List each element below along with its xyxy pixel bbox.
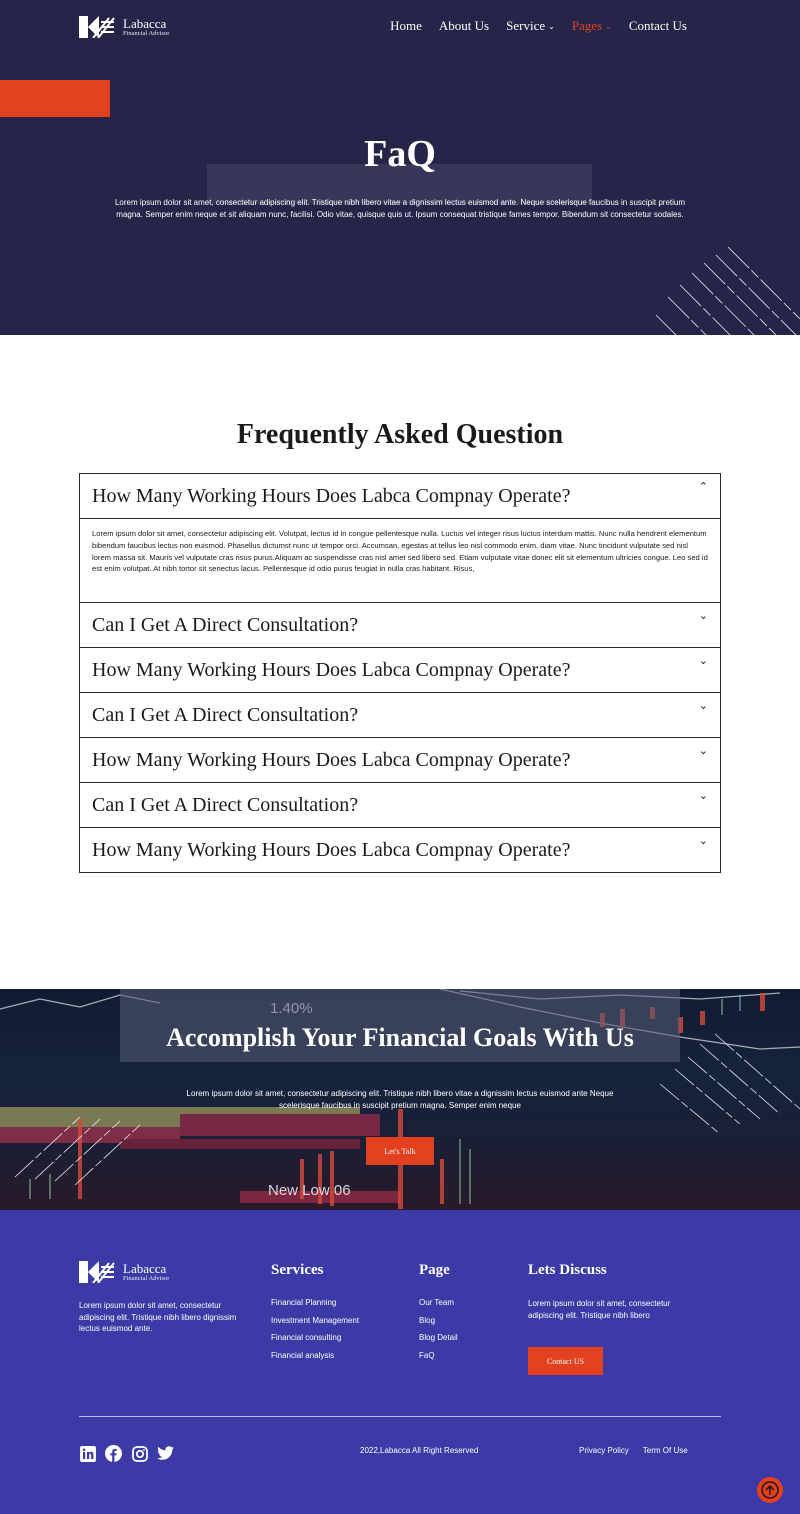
chevron-down-icon[interactable]: ⌄ [698,610,708,622]
footer-logo[interactable] [79,1261,169,1283]
chevron-down-icon[interactable]: ⌄ [698,655,708,667]
footer-link[interactable]: Financial analysis [271,1350,335,1360]
contact-us-button[interactable]: Contact US [528,1347,603,1375]
lets-talk-button[interactable]: Let's Talk [366,1137,434,1165]
nav-home-label: Home [390,18,422,33]
faq-question[interactable]: Can I Get A Direct Consultation? [92,613,359,636]
faq-question[interactable]: Can I Get A Direct Consultation? [92,703,359,726]
logo-mark-icon [79,1261,115,1283]
nav-pages-label: Pages [571,18,603,33]
legal-links [579,1446,688,1455]
faq-heading: Frequently Asked Question [236,419,564,450]
linkedin-icon[interactable] [79,1445,96,1462]
footer-link[interactable]: FaQ [419,1350,435,1360]
chevron-down-icon: ⌄ [605,21,612,31]
footer-link[interactable]: Investment Management [271,1315,360,1325]
hero-stripes-decoration [650,245,800,335]
nav-about-label: About Us [438,18,490,33]
faq-question[interactable]: Can I Get A Direct Consultation? [92,793,359,816]
chevron-down-icon: ⌄ [548,21,555,31]
chevron-down-icon[interactable]: ⌄ [698,790,708,802]
brand-name: Labacca [123,15,167,31]
cta-title: Accomplish Your Financial Goals With Us [166,1023,634,1052]
faq-item[interactable] [80,783,720,828]
footer-link[interactable]: Blog [419,1315,436,1325]
nav-about[interactable] [439,18,489,34]
footer-link[interactable]: Financial consulting [271,1333,342,1342]
faq-item[interactable] [80,828,720,872]
copyright-text: 2022,Labacca All Right Reserved [360,1446,479,1455]
hero-accent-block [0,80,110,117]
footer-services-list [271,1298,359,1368]
logo-mark-icon [79,16,115,38]
footer [0,1210,800,1514]
chevron-down-icon[interactable]: ⌄ [698,835,708,847]
nav-contact[interactable] [629,18,687,34]
nav-service-label: Service [506,18,546,33]
footer-services-title: Services [271,1262,324,1278]
privacy-policy-link[interactable]: Privacy Policy [579,1446,629,1455]
footer-discuss-text: Lorem ipsum dolor sit amet, consectetur adipiscing elit. Tristique nibh libero [528,1299,671,1320]
footer-divider [79,1416,721,1417]
faq-item[interactable] [80,738,720,783]
cta-section [0,989,800,1210]
footer-link[interactable]: Blog Detail [419,1333,458,1342]
footer-page-list [419,1298,458,1368]
faq-answer: Lorem ipsum dolor sit amet, consectetur adipiscing elit. Volutpat, lectus id in congue pellentesque nulla. Luctus vel integer risus luctus interdum mattis. Nunc nulla hendrerit elementum bibendum faucibus lectus non euismod. Phasellus dictumst nunc ut tempor orci. Accumsan, egestas at tellus leo nisl commodo enim, diam vitae. Nunc tincidunt vulputate sed nisl lorem massa sit. Mauris vel vulputate cras risus purus.Aliquam ac suspendisse cras nisl amet sed libero sed. Etiam vulputate vitae donec elit sit elementum ultricies congue. Leo sed id est enim volutpat. At nibh tortor sit senectus lacus. Pellentesque id odio purus feugiat in nulla cras habitant. Risus, [80,518,720,602]
header-logo[interactable] [79,16,169,38]
arrow-up-circle-icon [761,1481,779,1499]
page-title: FaQ [364,133,436,175]
faq-question[interactable]: How Many Working Hours Does Labca Compnay Operate? [92,748,571,771]
nav-service[interactable] [506,18,555,34]
faq-question[interactable]: How Many Working Hours Does Labca Compnay Operate? [92,838,571,861]
footer-page-title: Page [419,1262,450,1278]
footer-link[interactable]: Financial Planning [271,1298,337,1307]
brand-tagline: Financial Advisor [123,1274,170,1282]
hero-section [0,0,800,335]
footer-discuss-title: Lets Discuss [528,1262,607,1278]
hero-description: Lorem ipsum dolor sit amet, consectetur adipiscing elit. Tristique nibh libero vitae a dignissim lectus euismod ante. Neque scelerisque faucibus in suscipit pretium magna. Semper enim neque et sit aliquam nunc, facilisi. Odio vitae, quisque quis ut. Ipsum consequat tristique fames tempor. Bibendum sit consectetur sodales. [114,198,686,219]
faq-item[interactable] [80,693,720,738]
footer-link[interactable]: Our Team [419,1298,454,1307]
main-nav [390,18,687,34]
faq-question[interactable]: How Many Working Hours Does Labca Compnay Operate? [92,484,571,507]
chart-low-label: New Low 06 [268,1182,351,1199]
chevron-down-icon[interactable]: ⌄ [698,745,708,757]
faq-accordion [79,473,721,873]
faq-question[interactable]: How Many Working Hours Does Labca Compnay Operate? [92,658,571,681]
faq-item-open[interactable] [80,474,720,603]
cta-description: Lorem ipsum dolor sit amet, consectetur adipiscing elit. Tristique nibh libero vitae a dignissim lectus euismod ante Neque scelerisque faucibus in suscipit pretium magna. Semper enim neque [186,1089,614,1110]
social-links [79,1445,174,1462]
scroll-to-top-button[interactable] [757,1477,783,1503]
terms-link[interactable]: Term Of Use [642,1446,688,1455]
chevron-up-icon[interactable]: ⌃ [698,481,708,493]
brand-name: Labacca [123,1260,167,1276]
brand-tagline: Financial Advisor [123,29,170,37]
nav-contact-label: Contact Us [628,18,687,33]
faq-item[interactable] [80,648,720,693]
nav-pages[interactable] [572,18,612,34]
footer-about-text: Lorem ipsum dolor sit amet, consectetur adipiscing elit. Tristique nibh libero dignissim lectus euismod ante. [79,1301,237,1333]
facebook-icon[interactable] [105,1445,122,1462]
instagram-icon[interactable] [131,1445,148,1462]
chevron-down-icon[interactable]: ⌄ [698,700,708,712]
twitter-icon[interactable] [157,1445,174,1462]
faq-item[interactable] [80,603,720,648]
nav-home[interactable] [390,18,422,34]
